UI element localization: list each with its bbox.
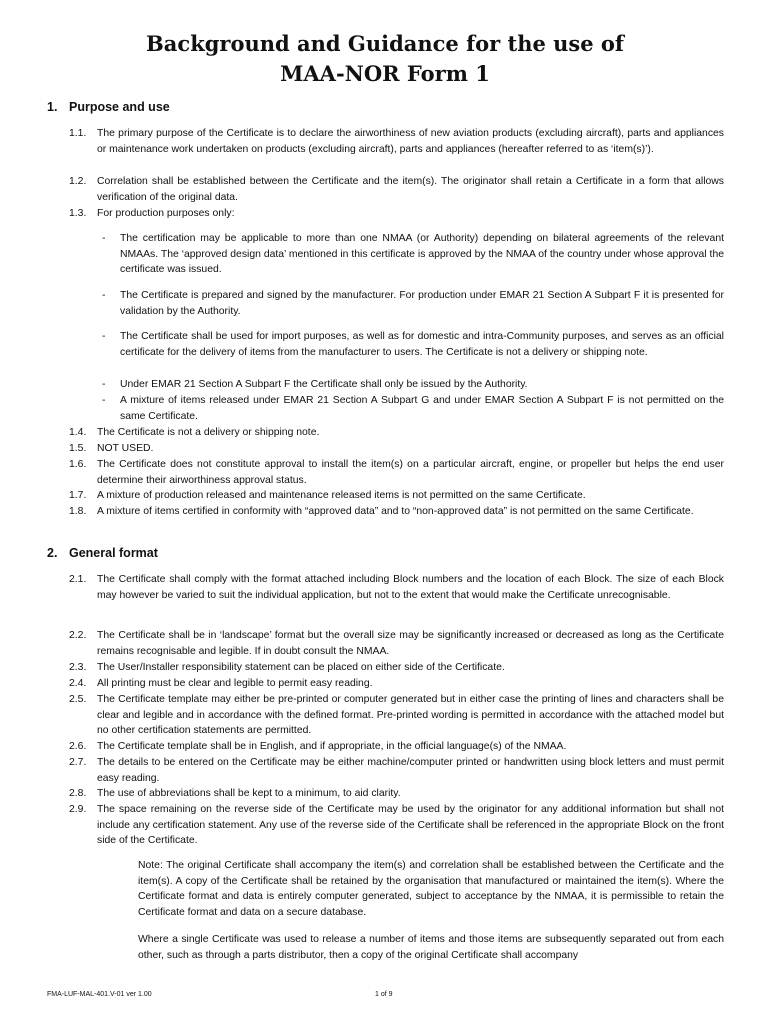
item-text: The Certificate does not constitute approval to install the item(s) on a particular aircraft, engine, or propeller but helps the end user determine their airworthiness approval status. [97, 459, 724, 486]
section-heading-purpose [47, 100, 170, 114]
note-paragraph-1: Note: The original Certificate shall accompany the item(s) and correlation shall be established between the Certificate and the item(s). A copy of the Certificate shall be retained by the organisation that manufactured or maintained the item(s). Where the Certificate format and data is entirely computer generated, subject to acceptance by the NMAA, it is permissible to retain the Certificate format and data on a secure database. [138, 860, 724, 919]
item-number: 2.2. [69, 630, 87, 641]
item-text: The space remaining on the reverse side of the Certificate may be used by the originator for any additional information but shall not include any certification statement. Any use of the reverse side of the Certificate shall be referenced in the appropriate Block on the front side of the Certificate. [97, 804, 724, 847]
list-item-1-5 [69, 441, 724, 457]
item-number: 1.5. [69, 443, 87, 454]
list-item-2-9 [69, 802, 724, 849]
item-number: 1.8. [69, 506, 87, 517]
bullet-item-3 [102, 329, 724, 360]
list-item-1-1 [69, 126, 724, 157]
item-number: 1.1. [69, 128, 87, 139]
list-item-1-8 [69, 504, 724, 520]
item-number: 1.3. [69, 208, 87, 219]
item-text: The Certificate shall be in ‘landscape’ format but the overall size may be significantly increased or decreased as long as the Certificate remains recognisable and legible. If in doubt consult the NMAA. [97, 630, 724, 657]
item-number: 1.6. [69, 459, 87, 470]
section-number: 1. [47, 100, 58, 114]
item-text: For production purposes only: [97, 208, 235, 219]
section-title: General format [69, 546, 158, 560]
item-number: 2.5. [69, 694, 87, 705]
list-item-2-2 [69, 628, 724, 659]
item-number: 2.8. [69, 788, 87, 799]
dash-bullet: - [102, 379, 106, 390]
note-paragraph-2: Where a single Certificate was used to release a number of items and those items are subsequently separated out from each other, such as through a parts distributor, then a copy of the original Certificate shall accompany [138, 934, 724, 961]
item-number: 2.7. [69, 757, 87, 768]
item-text: The Certificate template may either be pre-printed or computer generated but in either case the printing of lines and characters shall be clear and legible and in accordance with the defined format. Pre-printed wording is permitted in accordance with the attached model but no other certification statements are permitted. [97, 694, 724, 737]
list-item-2-8 [69, 786, 724, 802]
item-text: All printing must be clear and legible to permit easy reading. [97, 678, 373, 689]
item-text: The User/Installer responsibility statement can be placed on either side of the Certificate. [97, 662, 505, 673]
bullet-text: The Certificate is prepared and signed by the manufacturer. For production under EMAR 21 Section A Subpart F it is presented for validation by the Authority. [120, 290, 724, 317]
section-heading-general-format [47, 546, 158, 560]
list-item-2-5 [69, 692, 724, 739]
bullet-item-5 [102, 393, 724, 424]
list-item-1-6 [69, 457, 724, 488]
item-text: The Certificate is not a delivery or shipping note. [97, 427, 320, 438]
page-title-line-2: MAA-NOR Form 1 [280, 61, 490, 86]
bullet-item-2 [102, 288, 724, 319]
dash-bullet: - [102, 233, 106, 244]
item-text: A mixture of production released and maintenance released items is not permitted on the same Certificate. [97, 490, 586, 501]
list-item-1-2 [69, 174, 724, 205]
dash-bullet: - [102, 290, 106, 301]
item-number: 2.4. [69, 678, 87, 689]
item-number: 1.7. [69, 490, 87, 501]
bullet-item-4 [102, 377, 724, 393]
footer-page-number: 1 of 9 [375, 991, 393, 998]
footer-document-id: FMA-LUF-MAL-401.V-01 ver 1.00 [47, 991, 152, 998]
section-number: 2. [47, 546, 58, 560]
list-item-1-3 [69, 206, 724, 222]
list-item-1-7 [69, 488, 724, 504]
section-title: Purpose and use [69, 100, 170, 114]
item-text: The details to be entered on the Certificate may be either machine/computer printed or handwritten using block letters and must permit easy reading. [97, 757, 724, 784]
list-item-2-7 [69, 755, 724, 786]
list-item-2-1 [69, 572, 724, 603]
item-text: The use of abbreviations shall be kept to a minimum, to aid clarity. [97, 788, 401, 799]
page-title-line-1: Background and Guidance for the use of [146, 31, 624, 56]
bullet-text: The certification may be applicable to more than one NMAA (or Authority) depending on bilateral agreements of the relevant NMAAs. The ‘approved design data’ mentioned in this certificate is approved by the NMAA of the country under whose approval the certificate was issued. [120, 233, 724, 276]
item-number: 2.1. [69, 574, 87, 585]
item-text: The Certificate shall comply with the format attached including Block numbers and the location of each Block. The size of each Block may however be varied to suit the individual application, but not to the extent that would make the Certificate unrecognisable. [97, 574, 724, 601]
item-number: 1.2. [69, 176, 87, 187]
list-item-2-6 [69, 739, 724, 755]
item-number: 1.4. [69, 427, 87, 438]
dash-bullet: - [102, 331, 106, 342]
list-item-2-4 [69, 676, 724, 692]
item-number: 2.9. [69, 804, 87, 815]
item-number: 2.3. [69, 662, 87, 673]
item-number: 2.6. [69, 741, 87, 752]
bullet-text: The Certificate shall be used for import purposes, as well as for domestic and intra-Community purposes, and serves as an official certificate for the delivery of items from the manufacturer to users. The Certificate is not a delivery or shipping note. [120, 331, 724, 358]
dash-bullet: - [102, 395, 106, 406]
list-item-2-3 [69, 660, 724, 676]
list-item-1-4 [69, 425, 724, 441]
bullet-text: Under EMAR 21 Section A Subpart F the Certificate shall only be issued by the Authority. [120, 379, 528, 390]
item-text: NOT USED. [97, 443, 154, 454]
item-text: The Certificate template shall be in English, and if appropriate, in the official language(s) of the NMAA. [97, 741, 567, 752]
item-text: Correlation shall be established between the Certificate and the item(s). The originator shall retain a Certificate in a form that allows verification of the original data. [97, 176, 724, 203]
bullet-text: A mixture of items released under EMAR 21 Section A Subpart G and under EMAR Section A Subpart F is not permitted on the same Certificate. [120, 395, 724, 422]
item-text: A mixture of items certified in conformity with “approved data” and to “non-approved data” is not permitted on the same Certificate. [97, 506, 694, 517]
bullet-item-1 [102, 231, 724, 278]
item-text: The primary purpose of the Certificate is to declare the airworthiness of new aviation products (excluding aircraft), parts and appliances or maintenance work undertaken on products (excluding aircraft), parts and appliances (hereafter referred to as ‘item(s)’). [97, 128, 724, 155]
